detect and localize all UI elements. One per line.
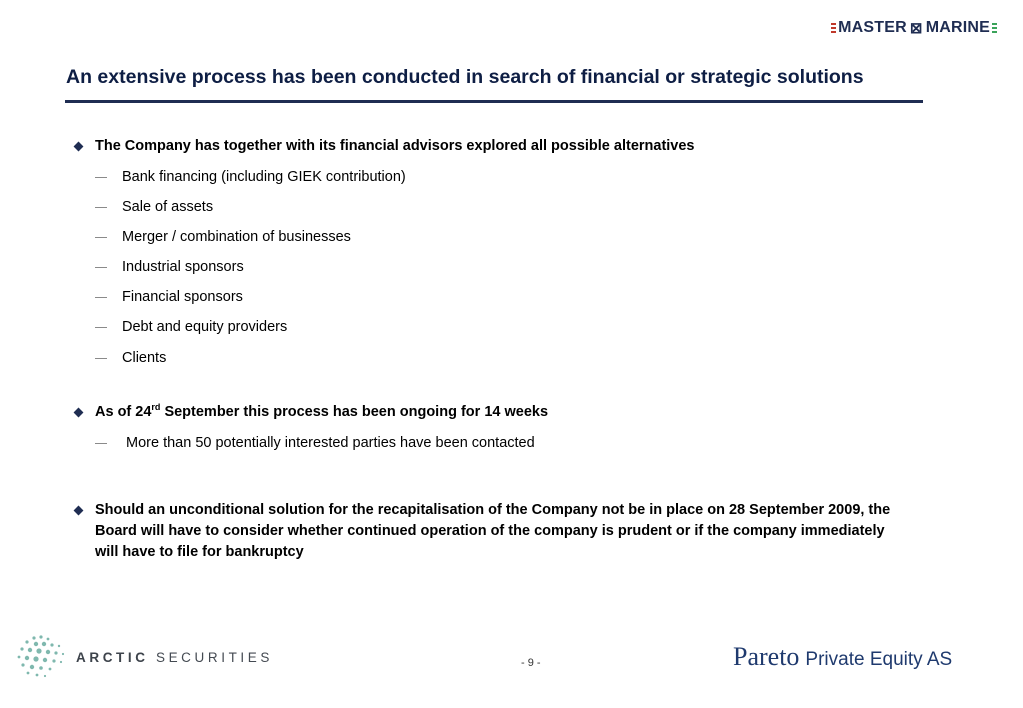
arctic-securities-logo	[16, 634, 273, 680]
subitem-text: Sale of assets	[122, 199, 214, 215]
logo-red-bars	[831, 23, 836, 33]
dash-icon	[95, 177, 107, 178]
subitem	[95, 288, 243, 306]
page-number: - 9 -	[521, 657, 541, 669]
diamond-bullet-icon	[74, 506, 84, 516]
dash-icon	[95, 443, 107, 444]
bullet-2-text	[95, 402, 900, 423]
subitem-text: Financial sponsors	[122, 289, 243, 305]
subitem	[95, 198, 213, 216]
logo-cross-icon: ⊠	[909, 20, 923, 37]
dash-icon	[95, 237, 107, 238]
subitem-text: Bank financing (including GIEK contribution)	[122, 169, 406, 185]
diamond-bullet-icon	[74, 408, 84, 418]
securities-word: SECURITIES	[155, 649, 273, 665]
arctic-securities-text	[76, 650, 273, 665]
bullet-2-text-end: September this process has been ongoing for 14 weeks	[160, 404, 549, 420]
subitem-text: More than 50 potentially interested parties have been contacted	[126, 435, 535, 451]
dash-icon	[95, 327, 107, 328]
subitem-text: Industrial sponsors	[122, 259, 244, 275]
mastermarine-logo	[831, 18, 997, 38]
pareto-subtitle: Private Equity AS	[805, 649, 953, 670]
ordinal-suffix: rd	[151, 402, 161, 413]
pareto-logo	[733, 642, 952, 672]
subitem	[95, 228, 351, 246]
subitem-text: Merger / combination of businesses	[122, 229, 351, 245]
slide-title: An extensive process has been conducted in search of financial or strategic solutions	[66, 66, 864, 88]
bullet-3	[74, 500, 900, 563]
logo-green-bars	[992, 23, 997, 33]
bullet-2-text-start: As of 24	[95, 404, 152, 420]
arctic-word: ARCTIC	[76, 649, 149, 665]
pareto-wordmark: Pareto	[733, 642, 800, 671]
arctic-dots-icon	[16, 634, 66, 680]
subitem-text: Clients	[122, 350, 167, 366]
diamond-bullet-icon	[74, 142, 84, 152]
subitem	[95, 349, 166, 367]
title-divider	[65, 100, 923, 103]
subitem	[95, 434, 535, 452]
bullet-1	[74, 136, 900, 157]
subitem	[95, 318, 287, 336]
bullet-3-text: Should an unconditional solution for the recapitalisation of the Company not be in place on 28 September 2009, the Board will have to consider whether continued operation of the company is prudent or if the company immediately will have to file for bankruptcy	[95, 502, 891, 560]
subitem-text: Debt and equity providers	[122, 319, 288, 335]
bullet-1-text: The Company has together with its financial advisors explored all possible alternatives	[95, 138, 695, 154]
subitem	[95, 258, 244, 276]
dash-icon	[95, 297, 107, 298]
dash-icon	[95, 358, 107, 359]
dash-icon	[95, 267, 107, 268]
logo-text-master: MASTER	[838, 19, 907, 36]
bullet-2	[74, 402, 900, 423]
dash-icon	[95, 207, 107, 208]
subitem	[95, 168, 406, 186]
logo-text-marine: MARINE	[925, 19, 990, 36]
